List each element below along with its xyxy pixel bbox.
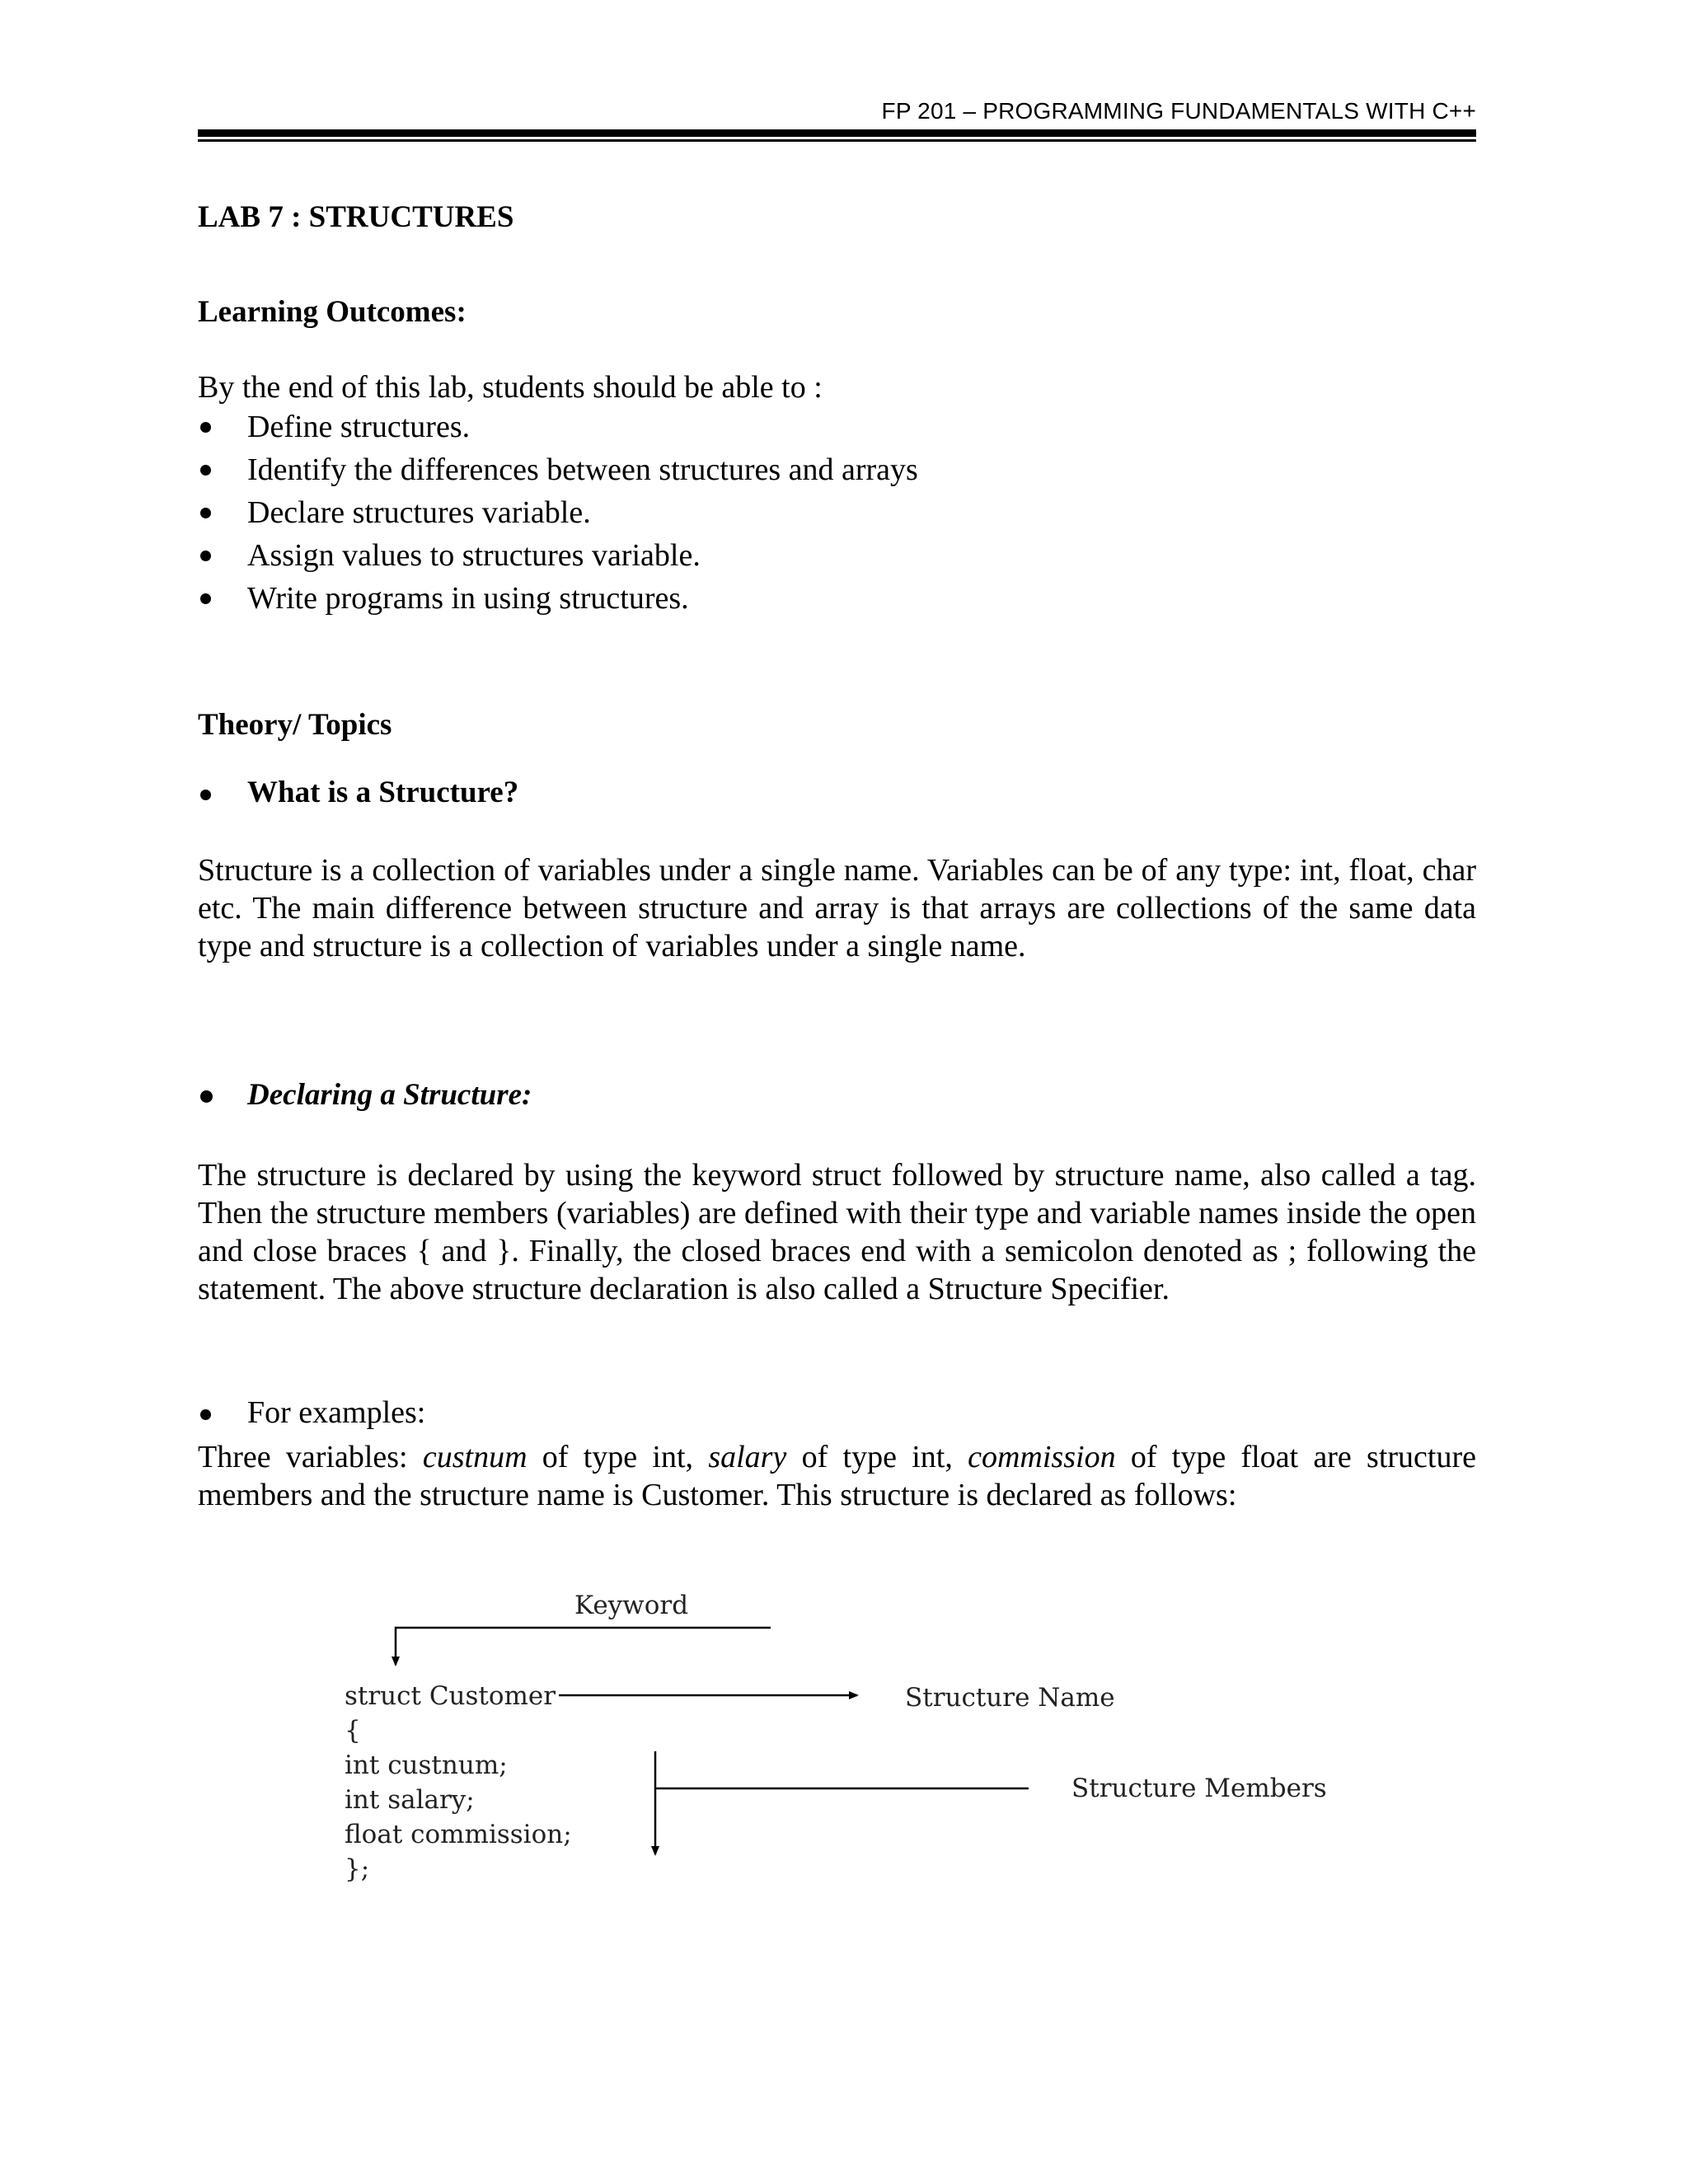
list-item-text: Declare structures variable. xyxy=(247,495,591,530)
keyword-label: Keyword xyxy=(574,1591,689,1620)
code-line: struct Customer xyxy=(345,1681,556,1711)
code-line: }; xyxy=(345,1854,370,1884)
keyword-arrow xyxy=(396,1628,771,1665)
examples-title: For examples: xyxy=(247,1395,426,1430)
what-is-structure-paragraph: Structure is a collection of variables under a single name. Variables can be of any type: int, float, char etc. The main difference between structure and array is that arrays are collections of the same data type and structure is a collection of variables under a single name. xyxy=(198,853,1476,963)
what-is-structure-heading xyxy=(198,775,518,810)
list-item-text: Define structures. xyxy=(247,410,471,444)
variable-commission: commission xyxy=(968,1440,1116,1474)
lab-title: LAB 7 : STRUCTURES xyxy=(198,200,514,234)
examples-text-mid1: of type int, xyxy=(527,1440,709,1474)
theory-heading: Theory/ Topics xyxy=(198,708,392,742)
bullet-icon xyxy=(200,593,211,604)
examples-heading xyxy=(198,1394,425,1431)
list-item xyxy=(198,491,918,534)
examples-paragraph xyxy=(198,1438,1476,1514)
bullet-icon xyxy=(200,790,211,800)
code-line: int salary; xyxy=(345,1785,475,1815)
bullet-icon xyxy=(200,508,211,518)
variable-custnum: custnum xyxy=(422,1440,528,1474)
structure-name-label: Structure Name xyxy=(905,1683,1115,1713)
code-line: float commission; xyxy=(345,1820,572,1849)
declaring-structure-heading xyxy=(198,1077,532,1113)
header-rule-thin xyxy=(198,139,1476,142)
list-item xyxy=(198,534,918,577)
list-item-text: Write programs in using structures. xyxy=(247,581,689,616)
bullet-icon xyxy=(200,1090,213,1103)
structure-declaration-diagram xyxy=(330,1582,1368,1929)
list-item-text: Identify the differences between structures and arrays xyxy=(247,452,918,487)
declaring-structure-title: Declaring a Structure: xyxy=(247,1078,532,1112)
structure-members-label: Structure Members xyxy=(1071,1774,1327,1803)
examples-text-start: Three variables: xyxy=(198,1440,423,1474)
bullet-icon xyxy=(200,551,211,561)
learning-outcomes-list xyxy=(198,405,918,620)
examples-text-mid2: of type int, xyxy=(786,1440,968,1474)
list-item xyxy=(198,405,918,448)
variable-salary: salary xyxy=(708,1440,787,1474)
header-rule-thick xyxy=(198,129,1476,137)
what-is-structure-title: What is a Structure? xyxy=(247,776,519,809)
bullet-icon xyxy=(200,1409,211,1420)
list-item-text: Assign values to structures variable. xyxy=(247,538,701,573)
learning-outcomes-heading: Learning Outcomes: xyxy=(198,295,467,329)
learning-outcomes-intro: By the end of this lab, students should be able to : xyxy=(198,370,823,405)
list-item xyxy=(198,448,918,491)
code-line: { xyxy=(345,1716,361,1746)
code-line: int custnum; xyxy=(345,1750,508,1780)
document-header: FP 201 – PROGRAMMING FUNDAMENTALS WITH C++ xyxy=(881,98,1476,124)
bullet-icon xyxy=(200,465,211,476)
examples-text-end: of type float are structure members and the structure name is Customer. This structure is declared as follows: xyxy=(198,1440,1476,1512)
declaring-structure-paragraph: The structure is declared by using the keyword struct followed by structure name, also called a tag. Then the structure members (variables) are defined with their type and variable names inside the open and close braces { and }. Finally, the closed braces end with a semicolon denoted as ; following the statement. The above structure declaration is also called a Structure Specifier. xyxy=(198,1158,1476,1306)
bullet-icon xyxy=(200,422,211,433)
list-item xyxy=(198,577,918,620)
